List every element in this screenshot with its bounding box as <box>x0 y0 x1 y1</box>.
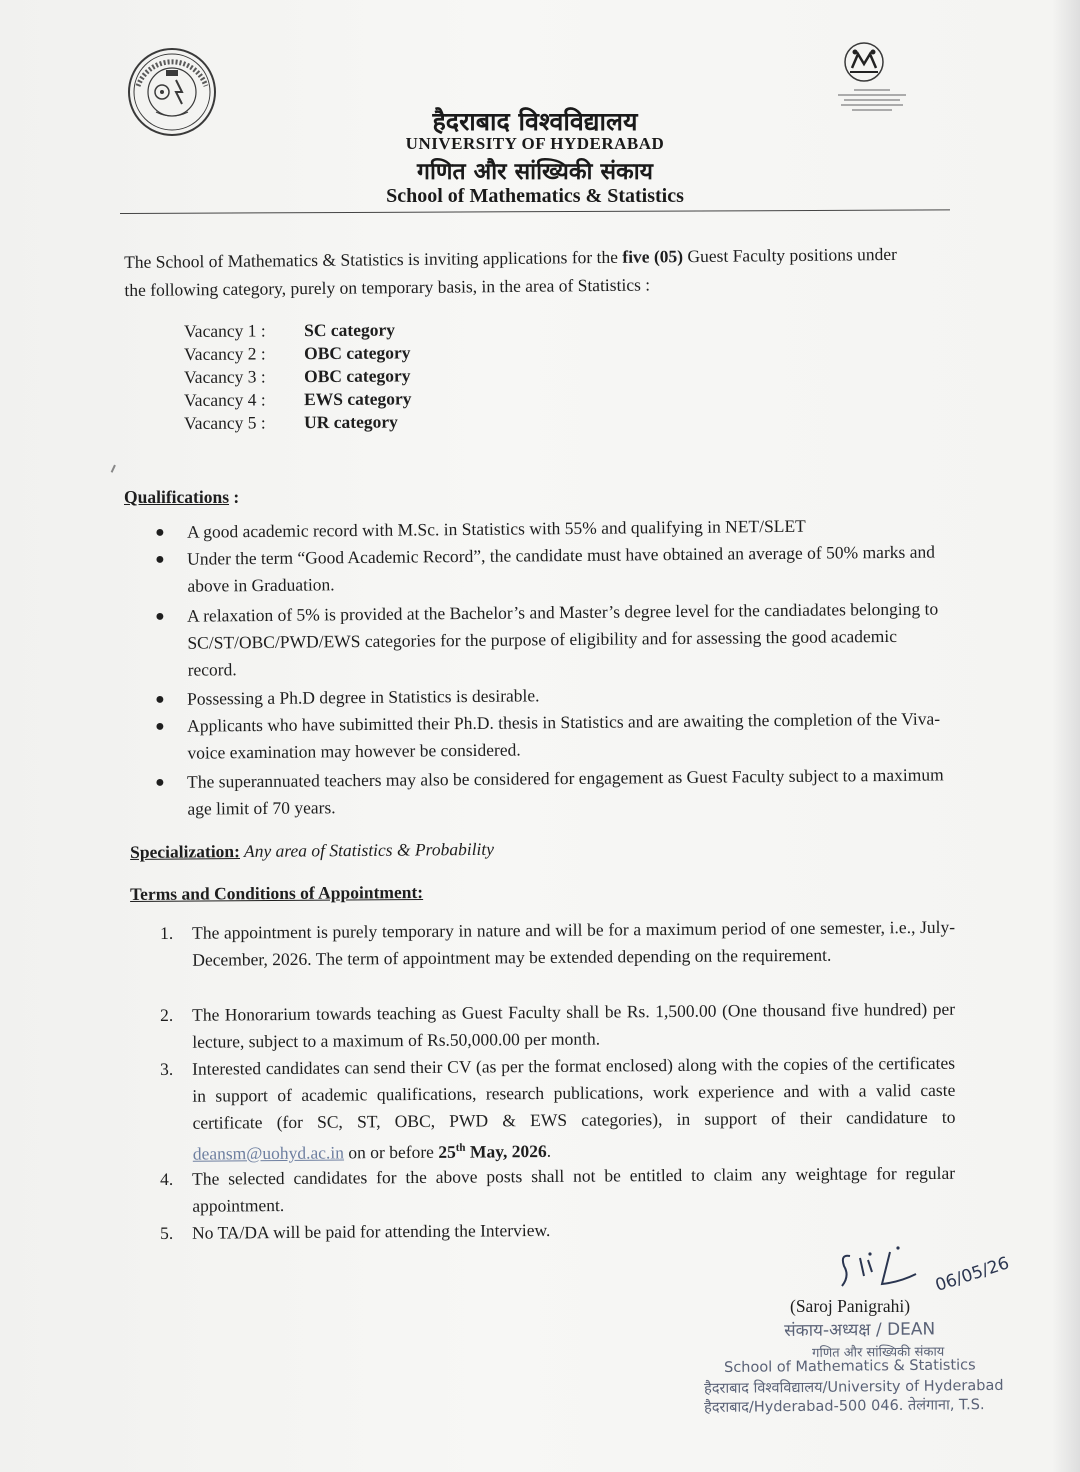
dean-stamp-university: हैदराबाद विश्वविद्यालय/University of Hyderabad <box>704 1377 1004 1397</box>
dean-stamp-school: School of Mathematics & Statistics <box>724 1357 976 1376</box>
term-item: 1. The appointment is purely temporary in nature and will be for a maximum period of one semester, i.e., July-December, 2026. The term of appointment may be extended depending on the requirement. <box>160 916 956 970</box>
qualifications-heading: Qualifications : <box>124 487 240 507</box>
terms-heading: Terms and Conditions of Appointment: <box>130 881 424 904</box>
university-name-hindi: हैदराबाद विश्वविद्यालय <box>432 107 638 136</box>
scan-mark <box>111 465 122 476</box>
school-name: School of Mathematics & Statistics <box>386 185 684 207</box>
term-item: 4. The selected candidates for the above posts shall not be entitled to claim any weightage for regular appointment. <box>160 1162 956 1216</box>
qualification-item: ● A good academic record with M.Sc. in Statistics with 55% and qualifying in NET/SLET <box>155 515 806 542</box>
signature-date: 06/05/26 <box>932 1253 1012 1296</box>
vacancy-row: Vacancy 5 : UR category <box>184 411 398 433</box>
dean-stamp-title: संकाय-अध्यक्ष / DEAN <box>784 1319 936 1341</box>
contact-email-link[interactable]: deansm@uohyd.ac.in <box>192 1142 345 1164</box>
qualification-item: ● Applicants who have subimitted their Ph.D. thesis in Statistics and are awaiting the completion of the Viva-voice examination may however be considered. <box>155 708 941 763</box>
vacancy-row: Vacancy 3 : OBC category <box>184 365 411 387</box>
school-logo-caption <box>836 86 908 116</box>
handwritten-signature-icon <box>820 1228 1030 1298</box>
term-item: 3. Interested candidates can send their CV (as per the format enclosed) along with the copies of the certificates in support of academic qualifications, research publications, work experience and with a valid caste certificate (for SC, ST, OBC, PWD & EWS categories), in support of their candidature to deansm@uohyd.ac.in on or before 25th May, 2026. <box>160 1052 956 1164</box>
university-emblem-icon <box>126 46 218 138</box>
qualification-item: ● A relaxation of 5% is provided at the Bachelor’s and Master’s degree level for the candiadates belonging to SC/ST/OBC/PWD/EWS categories for the purpose of eligibility and for assessing the good academic record. <box>155 598 939 680</box>
signer-name: (Saroj Panigrahi) <box>790 1296 911 1316</box>
deadline-date: 25th May, 2026 <box>438 1140 547 1162</box>
position-count: five (05) <box>622 246 684 267</box>
school-name-hindi: गणित और सांख्यिकी संकाय <box>417 159 653 185</box>
term-item: 5. No TA/DA will be paid for attending the Interview. <box>160 1219 551 1243</box>
vacancy-row: Vacancy 2 : OBC category <box>184 342 411 364</box>
university-name: UNIVERSITY OF HYDERABAD <box>405 134 665 153</box>
dean-stamp-school-hindi: गणित और सांख्यिकी संकाय <box>812 1344 945 1361</box>
specialization-line: Specialization: Any area of Statistics & Probability <box>130 838 495 862</box>
qualification-item: ● Under the term “Good Academic Record”, the candidate must have obtained an average of 50% marks and above in Graduation. <box>155 541 936 596</box>
qualification-item: ● The superannuated teachers may also be considered for engagement as Guest Faculty subject to a maximum age limit of 70 years. <box>155 764 944 819</box>
intro-paragraph: The School of Mathematics & Statistics is inviting applications for the five (05) Guest Faculty positions under the following category, purely on temporary basis, in the area of Statistics : <box>124 243 898 300</box>
page-edge-shadow <box>1052 0 1080 1472</box>
qualification-item: ● Possessing a Ph.D degree in Statistics is desirable. <box>155 685 540 709</box>
term-item: 2. The Honorarium towards teaching as Guest Faculty shall be Rs. 1,500.00 (One thousand five hundred) per lecture, subject to a maximum of Rs.50,000.00 per month. <box>160 998 956 1052</box>
vacancy-row: Vacancy 1 : SC category <box>184 319 396 341</box>
vacancy-row: Vacancy 4 : EWS category <box>184 388 412 410</box>
dean-stamp-address: हैदराबाद/Hyderabad-500 046. तेलंगाना, T.S. <box>704 1397 985 1416</box>
header-divider <box>120 209 950 214</box>
